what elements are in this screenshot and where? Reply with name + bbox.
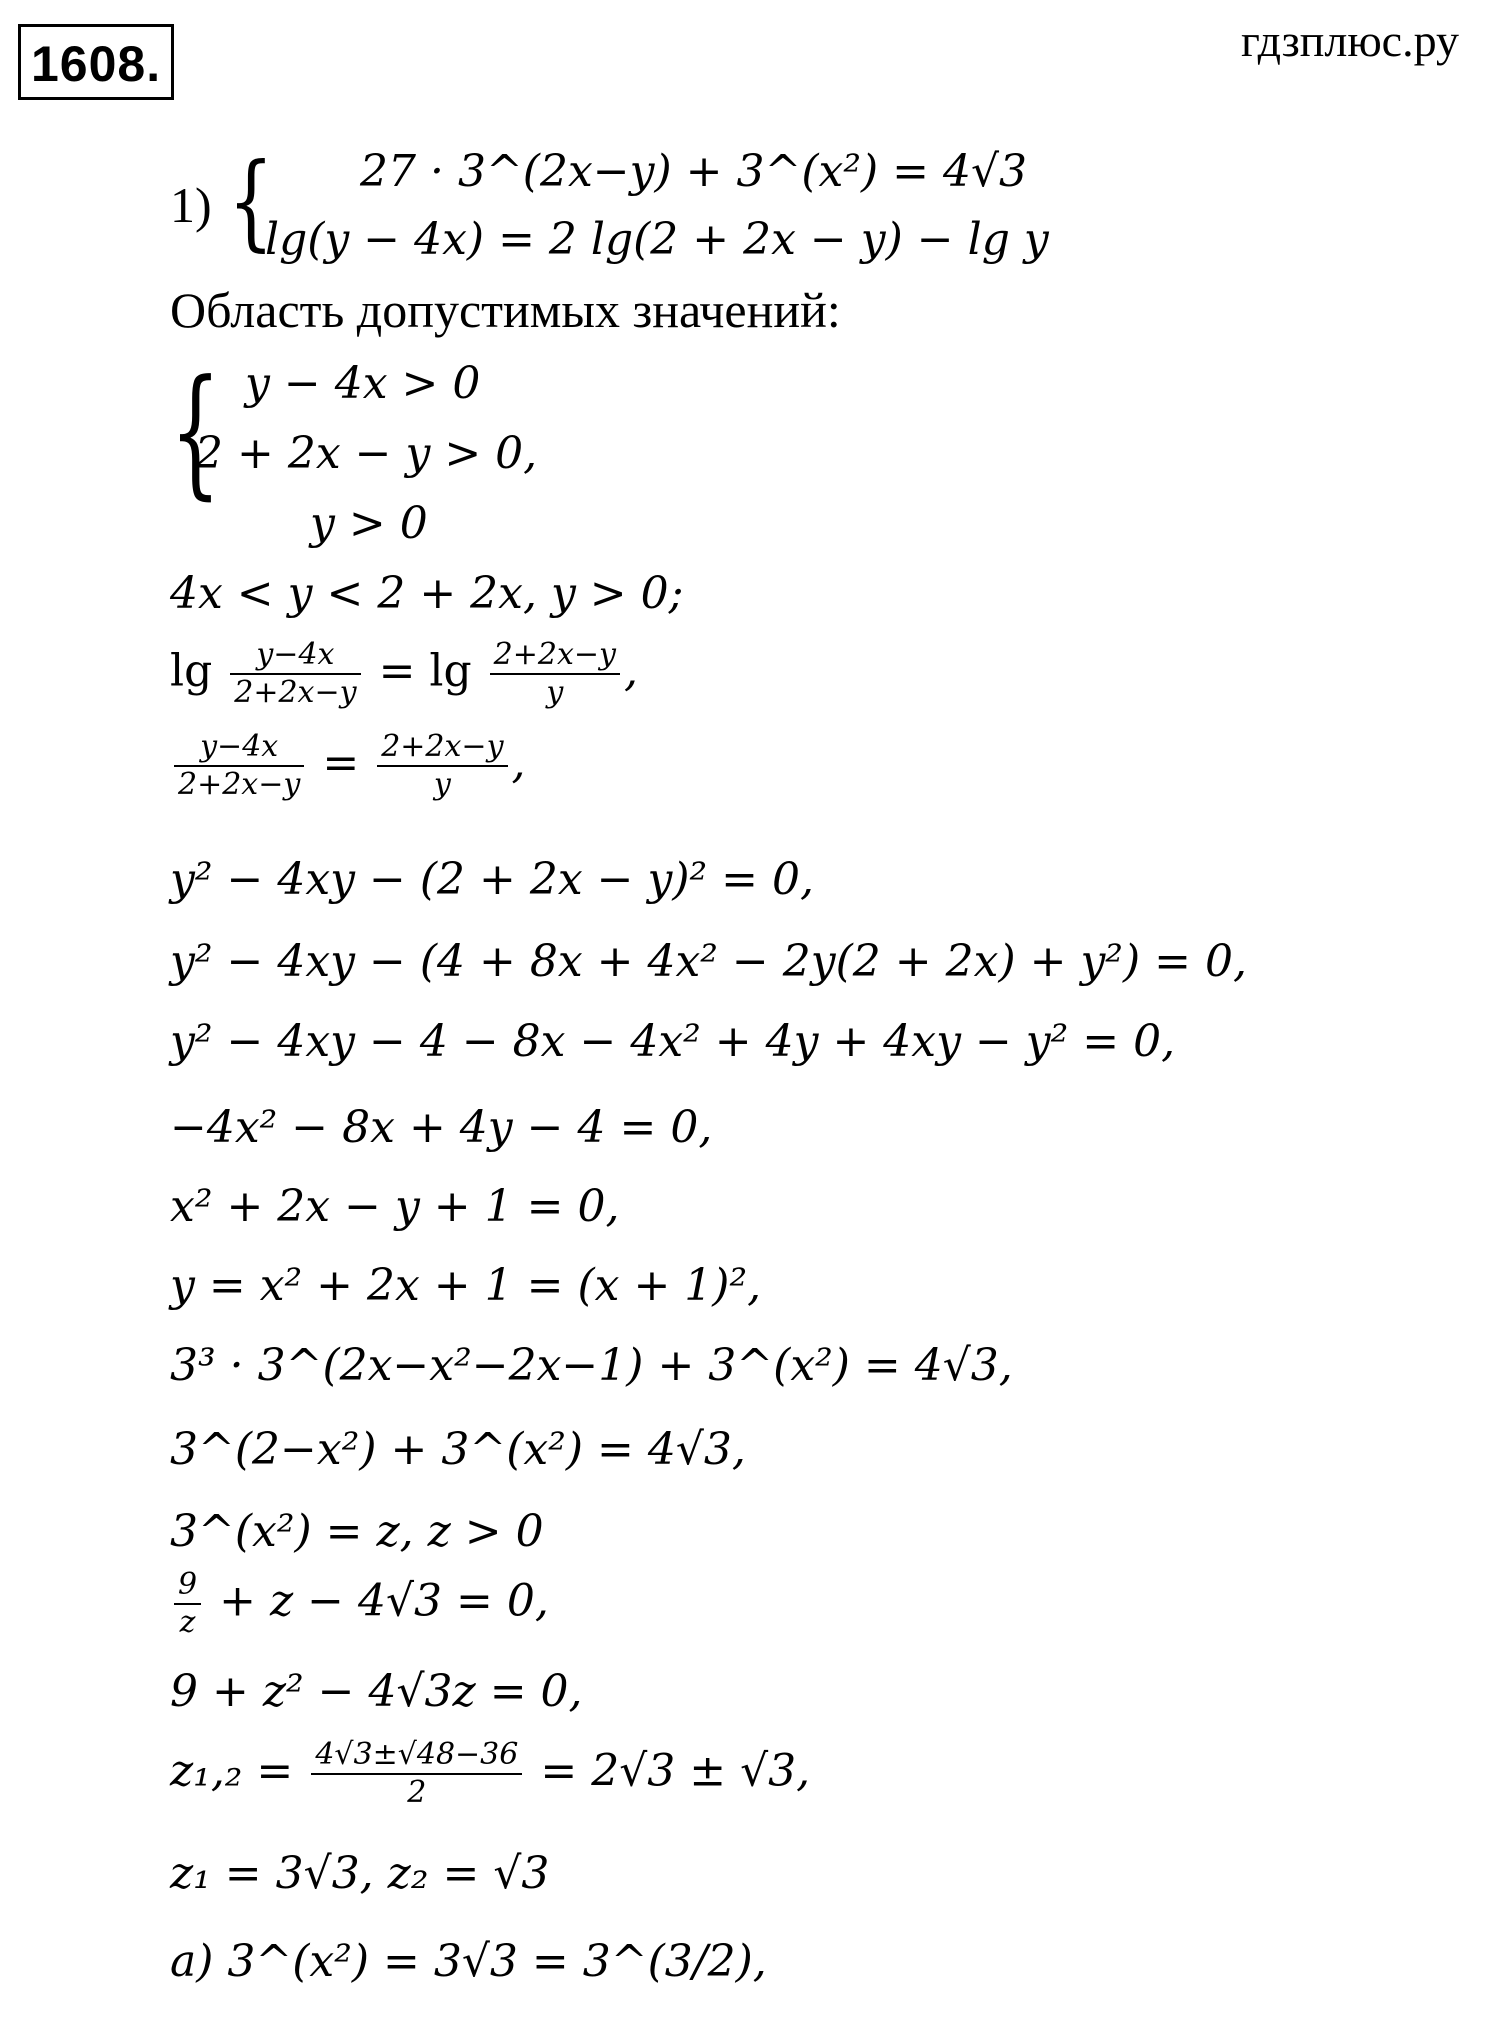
domain-heading: Область допустимых значений:	[170, 282, 841, 338]
domain-inequality-1: y − 4x > 0	[245, 358, 481, 409]
step-6: y = x² + 2x + 1 = (x + 1)²,	[170, 1260, 762, 1311]
step-13: z₁ = 3√3, z₂ = √3	[170, 1848, 550, 1899]
fraction-numerator: 4√3±√48−36	[311, 1740, 522, 1775]
step-11: 9 + z² − 4√3z = 0,	[170, 1666, 583, 1717]
log-rhs-fraction	[490, 637, 620, 710]
step-5: x² + 2x − y + 1 = 0,	[170, 1181, 620, 1232]
fraction-denominator: 2	[407, 1775, 427, 1810]
system-equation-1: 27 · 3^(2x−y) + 3^(x²) = 4√3	[360, 146, 1028, 197]
fraction-equation: $\frac{y-4x}{2+2x-y}$ = $\frac{2+2x-y}{y}$ ,	[170, 732, 526, 800]
log-equation: lg $\frac{y-4x}{2+2x-y}$ = lg $\frac{2+2x-y}{y}$ ,	[170, 637, 638, 710]
system-brace: {	[228, 140, 274, 262]
step12-lhs: z₁,₂ =	[170, 1745, 294, 1797]
fraction-denominator: z	[179, 1605, 196, 1640]
step-8: 3^(2−x²) + 3^(x²) = 4√3,	[170, 1424, 746, 1475]
step-3: y² − 4xy − 4 − 8x − 4x² + 4y + 4xy − y² = 0,	[170, 1016, 1176, 1067]
step-2: y² − 4xy − (4 + 8x + 4x² − 2y(2 + 2x) + y²) = 0,	[170, 936, 1247, 987]
fraction-denominator: 2+2x−y	[234, 675, 357, 710]
step-12	[170, 1737, 811, 1810]
step-1: y² − 4xy − (2 + 2x − y)² = 0,	[170, 854, 814, 905]
domain-inequality-2: 2 + 2x − y > 0,	[195, 428, 538, 479]
step-7: 3³ · 3^(2x−x²−2x−1) + 3^(x²) = 4√3,	[170, 1340, 1013, 1391]
frac-rhs	[377, 729, 507, 802]
step12-rhs: = 2√3 ± √3,	[540, 1745, 811, 1797]
frac-lhs	[174, 729, 304, 802]
part-label: 1)	[170, 177, 212, 233]
step-10	[170, 1567, 549, 1640]
lg-operator: lg	[170, 645, 213, 697]
range-line: 4x < y < 2 + 2x, y > 0;	[170, 568, 684, 619]
step-4: −4x² − 8x + 4y − 4 = 0,	[170, 1102, 713, 1153]
fraction-numerator: 2+2x−y	[490, 640, 620, 675]
step12-fraction	[311, 1737, 522, 1810]
system-equation-2: lg(y − 4x) = 2 lg(2 + 2x − y) − lg y	[265, 214, 1049, 265]
fraction-denominator: y	[546, 675, 564, 710]
log-lhs-fraction	[230, 637, 360, 710]
domain-brace: {	[170, 350, 221, 513]
fraction-numerator: 2+2x−y	[377, 732, 507, 767]
fraction-numerator: y−4x	[174, 732, 304, 767]
step-9: 3^(x²) = z, z > 0	[170, 1506, 544, 1557]
fraction-denominator: y	[433, 767, 451, 802]
problem-number: 1608.	[18, 24, 174, 100]
step-14: а) 3^(x²) = 3√3 = 3^(3/2),	[170, 1936, 767, 1987]
fraction-denominator: 2+2x−y	[178, 767, 301, 802]
equals-lg: = lg	[378, 645, 472, 697]
fraction-numerator: y−4x	[230, 640, 360, 675]
fraction-numerator: 9	[174, 1570, 201, 1605]
domain-inequality-3: y > 0	[310, 498, 428, 549]
step10-rest: + z − 4√3 = 0,	[219, 1575, 549, 1627]
site-label: гдзплюс.ру	[1241, 15, 1459, 66]
step10-fraction	[174, 1567, 201, 1640]
